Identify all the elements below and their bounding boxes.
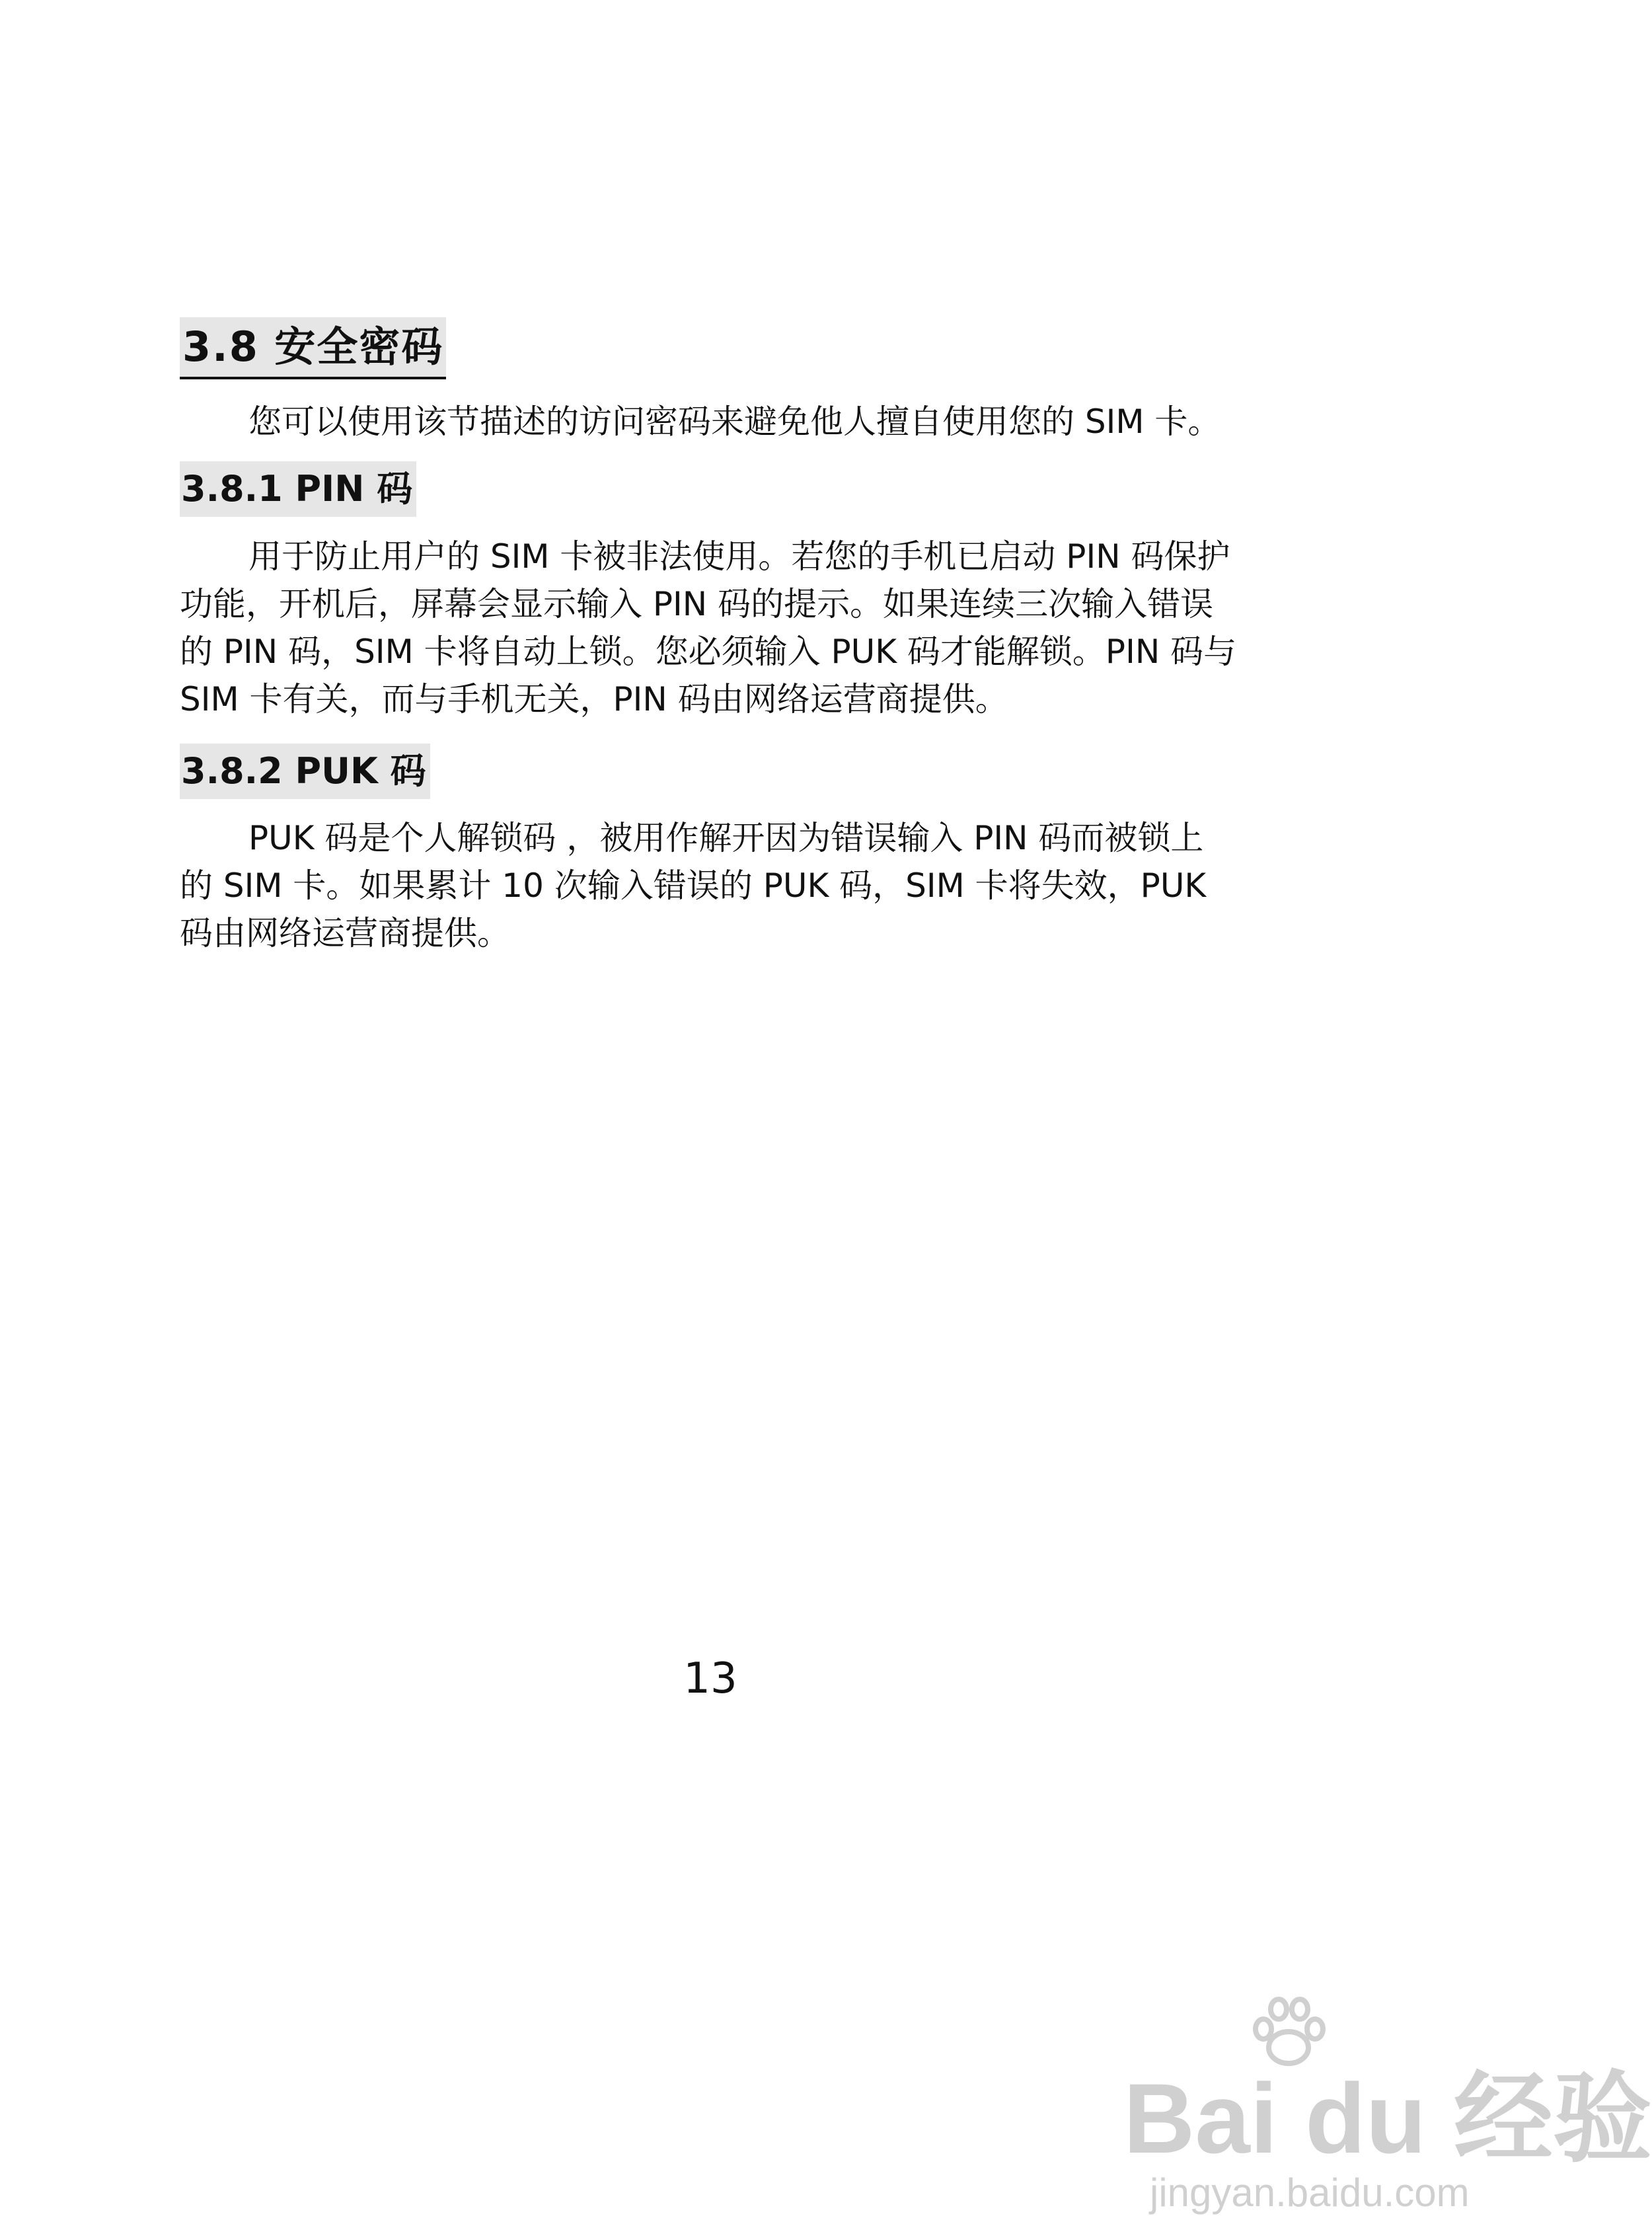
puk-line: PUK 码是个人解锁码 ，被用作解开因为错误输入 PIN 码而被锁上 xyxy=(248,819,1204,857)
section-intro-paragraph xyxy=(180,398,1263,445)
puk-heading: 3.8.2 PUK 码 xyxy=(180,744,430,799)
pin-line: 用于防止用户的 SIM 卡被非法使用。若您的手机已启动 PIN 码保护 xyxy=(248,537,1230,576)
section-heading: 3.8 安全密码 xyxy=(180,317,446,379)
puk-paragraph xyxy=(180,814,1263,957)
puk-line: 的 SIM 卡。如果累计 10 次输入错误的 PUK 码，SIM 卡将失效，PUK xyxy=(180,866,1207,905)
pin-line: 功能，开机后，屏幕会显示输入 PIN 码的提示。如果连续三次输入错误 xyxy=(180,585,1214,623)
baidu-jingyan-watermark xyxy=(1123,1996,1652,2215)
pin-line: SIM 卡有关，而与手机无关，PIN 码由网络运营商提供。 xyxy=(180,680,1008,718)
pin-heading: 3.8.1 PIN 码 xyxy=(180,461,416,517)
pin-paragraph xyxy=(180,533,1263,723)
intro-line: 您可以使用该节描述的访问密码来避免他人擅自使用您的 SIM 卡。 xyxy=(248,403,1221,441)
puk-line: 码由网络运营商提供。 xyxy=(180,914,510,952)
watermark-url: jingyan.baidu.com xyxy=(1150,2170,1470,2215)
baidu-paw-icon xyxy=(1249,1996,1328,2069)
watermark-logo-text: Bai du 经验 xyxy=(1123,2063,1652,2174)
page-number: 13 xyxy=(683,1654,737,1703)
pin-line: 的 PIN 码，SIM 卡将自动上锁。您必须输入 PUK 码才能解锁。PIN 码与 xyxy=(180,633,1237,671)
